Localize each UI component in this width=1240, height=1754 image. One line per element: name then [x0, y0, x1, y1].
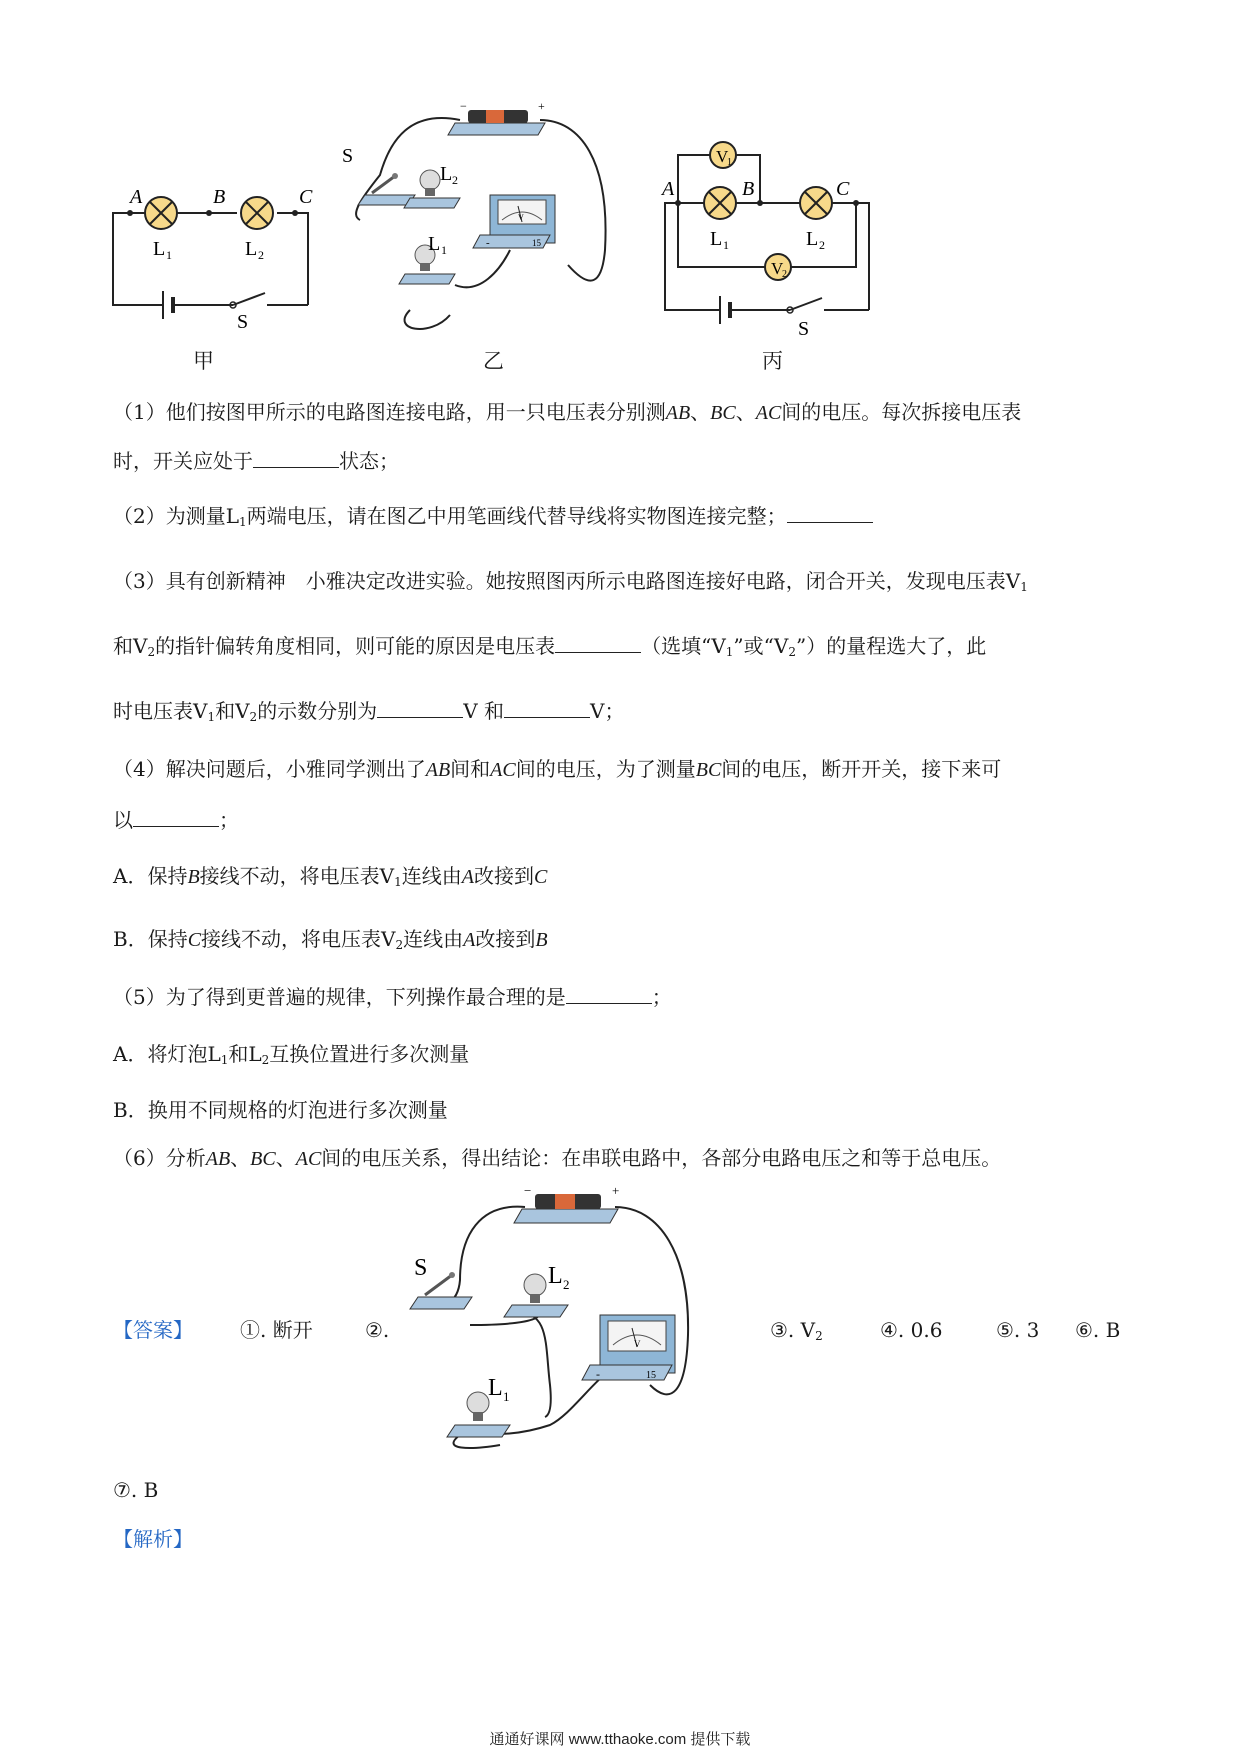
q4-option-B: B．保持C接线不动，将电压表$V_2$连线由A改接到B	[113, 927, 548, 952]
lamp-L2-symbol	[800, 187, 832, 219]
svg-text:+: +	[538, 99, 545, 113]
q3-line2: 和$V_2$的指针偏转角度相同，则可能的原因是电压表 （选填“$V_1$”或“$V_2$”）的量程选大了，此	[113, 634, 987, 659]
answer-2: ②.	[365, 1318, 390, 1342]
svg-text:+: +	[612, 1183, 620, 1198]
physical-circuit-yi	[342, 99, 630, 340]
q4-line1: （4）解决问题后，小雅同学测出了AB间和AC间的电压，为了测量BC间的电压，断开开关，接下来可	[113, 757, 1002, 781]
node-A-label: A	[130, 186, 143, 208]
battery	[448, 99, 545, 135]
switch-component	[342, 145, 415, 205]
node-C-label: C	[299, 186, 313, 208]
svg-text:1: 1	[441, 243, 447, 257]
svg-text:2: 2	[563, 1277, 570, 1292]
circuit-diagram-jia	[105, 175, 345, 335]
svg-text:S: S	[798, 318, 810, 340]
voltmeter-V2-symbol	[765, 254, 791, 280]
svg-text:15: 15	[646, 1370, 656, 1381]
svg-text:V: V	[634, 1339, 641, 1349]
answer-blank[interactable]	[253, 449, 339, 468]
q4-line2: 以 ；	[113, 808, 239, 832]
svg-text:C: C	[836, 178, 850, 200]
svg-text:L: L	[488, 1375, 503, 1401]
svg-text:B: B	[742, 178, 755, 200]
q1-line1: （1）他们按图甲所示的电路图连接电路，用一只电压表分别测AB、BC、AC间的电压。每次拆接电压表	[113, 400, 1022, 424]
battery	[514, 1183, 619, 1223]
lamp-L2-component	[404, 163, 460, 208]
answer-blank[interactable]	[377, 699, 463, 718]
q6-line: （6）分析AB、BC、AC间的电压关系，得出结论：在串联电路中，各部分电路电压之和等于总电压。	[113, 1146, 1002, 1170]
page-footer: 通通好课网 www.tthaoke.com 提供下载	[489, 1731, 751, 1748]
q5-option-A: A．将灯泡$L_1$和$L_2$互换位置进行多次测量	[113, 1042, 470, 1067]
voltmeter-component	[473, 195, 555, 249]
answer-label: 【答案】	[113, 1318, 193, 1342]
answer-6: ⑥. B	[1075, 1318, 1121, 1342]
svg-text:L: L	[440, 163, 453, 185]
answer-blank[interactable]	[133, 808, 219, 827]
lamp-L2-symbol	[241, 197, 273, 229]
analysis-label: 【解析】	[113, 1527, 193, 1551]
lamp-L1-component	[399, 233, 455, 284]
lamp-L1-symbol	[145, 197, 177, 229]
answer-3: ③. $V_2$	[770, 1318, 823, 1343]
q5-option-B: B．换用不同规格的灯泡进行多次测量	[113, 1098, 448, 1122]
answer-4: ④. 0.6	[880, 1318, 943, 1342]
figure-caption-yi: 乙	[483, 349, 504, 373]
answer-blank[interactable]	[787, 504, 873, 523]
q3-line3: 时电压表$V_1$和$V_2$的示数分别为 V 和 V；	[113, 699, 625, 724]
svg-text:2: 2	[452, 173, 458, 187]
switch-S-label: S	[237, 311, 249, 333]
lamp-L1-component	[447, 1375, 510, 1437]
switch-component	[410, 1255, 472, 1309]
svg-text:S: S	[342, 145, 354, 167]
svg-text:V: V	[716, 147, 729, 166]
svg-text:-: -	[486, 237, 490, 249]
voltmeter-V1-symbol	[710, 142, 736, 168]
svg-text:S: S	[414, 1255, 428, 1281]
answer-blank[interactable]	[504, 699, 590, 718]
q2-line: （2）为测量$L_1$两端电压，请在图乙中用笔画线代替导线将实物图连接完整；	[113, 502, 873, 536]
answer-7: ⑦. B	[113, 1478, 159, 1502]
svg-text:V: V	[518, 213, 524, 222]
svg-text:L: L	[710, 228, 723, 250]
lamp-L2-component	[504, 1263, 570, 1317]
svg-text:2: 2	[258, 248, 264, 262]
svg-text:−: −	[460, 99, 467, 113]
lamp-L1-label: L	[153, 238, 166, 260]
svg-text:1: 1	[727, 157, 732, 168]
svg-text:V: V	[771, 259, 784, 278]
answer-blank[interactable]	[555, 634, 641, 653]
q1-line2: 时，开关应处于 状态；	[113, 449, 399, 473]
svg-text:L: L	[428, 233, 441, 255]
lamp-L2-label: L	[245, 238, 258, 260]
svg-text:15: 15	[532, 238, 541, 248]
q5-line: （5）为了得到更普遍的规律，下列操作最合理的是 ；	[113, 985, 672, 1009]
svg-text:1: 1	[166, 248, 172, 262]
circuit-diagram-bing	[650, 135, 890, 340]
svg-text:1: 1	[503, 1389, 510, 1404]
svg-text:2: 2	[819, 238, 825, 252]
svg-text:-: -	[596, 1367, 600, 1381]
voltmeter-component	[582, 1315, 675, 1381]
svg-text:−: −	[524, 1183, 532, 1198]
lamp-L1-symbol	[704, 187, 736, 219]
answer-1: ①. 断开	[240, 1318, 313, 1342]
node-B-label: B	[213, 186, 226, 208]
answer-5: ⑤. 3	[996, 1318, 1040, 1342]
svg-text:1: 1	[723, 238, 729, 252]
figure-caption-bing: 丙	[762, 349, 783, 373]
svg-text:L: L	[548, 1263, 563, 1289]
svg-text:L: L	[806, 228, 819, 250]
svg-text:2: 2	[782, 269, 787, 280]
answer-circuit-figure	[400, 1185, 720, 1450]
answer-blank[interactable]	[566, 985, 652, 1004]
q3-line1: （3）具有创新精神 小雅决定改进实验。她按照图丙所示电路图连接好电路，闭合开关，发现电压表$V_1$	[113, 569, 1028, 594]
figure-caption-jia: 甲	[193, 349, 214, 373]
q4-option-A: A．保持B接线不动，将电压表$V_1$连线由A改接到C	[113, 864, 548, 889]
svg-text:A: A	[662, 178, 675, 200]
